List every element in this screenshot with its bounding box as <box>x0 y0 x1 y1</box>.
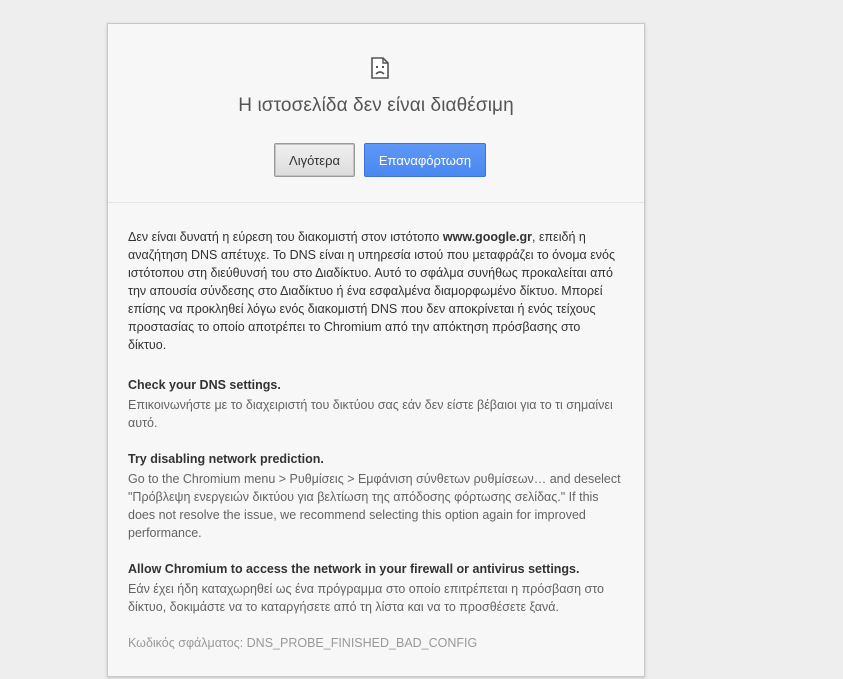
suggestion-body: Go to the Chromium menu > Ρυθμίσεις > Εμφάνιση σύνθετων ρυθμίσεων… and deselect "Πρόβλεψη ενεργειών δικτύου για βελτίωση της απόδοσης φόρτωσης σελίδας." If this does not resolve the issue, we recommend selecting this option again for improved performance. <box>128 472 621 540</box>
suggestion-body: Εάν έχει ήδη καταχωρηθεί ως ένα πρόγραμμα στο οποίο επιτρέπεται η πρόσβαση στο δίκτυο, δοκιμάστε να το καταργήσετε από τη λίστα και να το προσθέσετε ξανά. <box>128 582 604 614</box>
suggestion-title: Try disabling network prediction. <box>128 452 324 466</box>
error-details <box>108 203 644 652</box>
error-header <box>108 24 644 203</box>
summary-text-continued: , επειδή η αναζήτηση DNS απέτυχε. Το DNS είναι η υπηρεσία ιστού που μεταφράζει το όνομα ενός ιστότοπου στη διεύθυνσή του στο Διαδίκτυο. Αυτό το σφάλμα συνήθως προκαλείται από την απουσία σύνδεσης στο Διαδίκτυο ή ένα εσφαλμένα διαμορφωμένο δίκτυο. Μπορεί επίσης να προκληθεί λόγω ενός διακομιστή DNS που δεν αποκρίνεται ή ενός τείχους προστασίας το οποίο αποτρέπει το Chromium από την απόκτηση πρόσβασης στο δίκτυο. <box>128 230 616 352</box>
error-code: Κωδικός σφάλματος: DNS_PROBE_FINISHED_BAD_CONFIG <box>128 636 478 650</box>
suggestion <box>128 376 622 432</box>
less-button[interactable]: Λιγότερα <box>274 143 355 177</box>
error-summary <box>128 228 622 354</box>
reload-button[interactable]: Επαναφόρτωση <box>364 143 486 177</box>
suggestion <box>128 560 622 616</box>
summary-text: Δεν είναι δυνατή η εύρεση του διακομιστή στον ιστότοπο <box>128 230 443 244</box>
sad-page-icon <box>370 57 390 79</box>
error-card <box>107 23 645 677</box>
suggestion-title: Allow Chromium to access the network in your firewall or antivirus settings. <box>128 562 580 576</box>
page-title: Η ιστοσελίδα δεν είναι διαθέσιμη <box>238 95 514 116</box>
suggestion-title: Check your DNS settings. <box>128 378 281 392</box>
suggestion <box>128 450 622 542</box>
suggestion-body: Επικοινωνήστε με το διαχειριστή του δικτύου σας εάν δεν είστε βέβαιοι για το τι σημαίνει αυτό. <box>128 398 613 430</box>
host-name: www.google.gr <box>442 230 532 244</box>
